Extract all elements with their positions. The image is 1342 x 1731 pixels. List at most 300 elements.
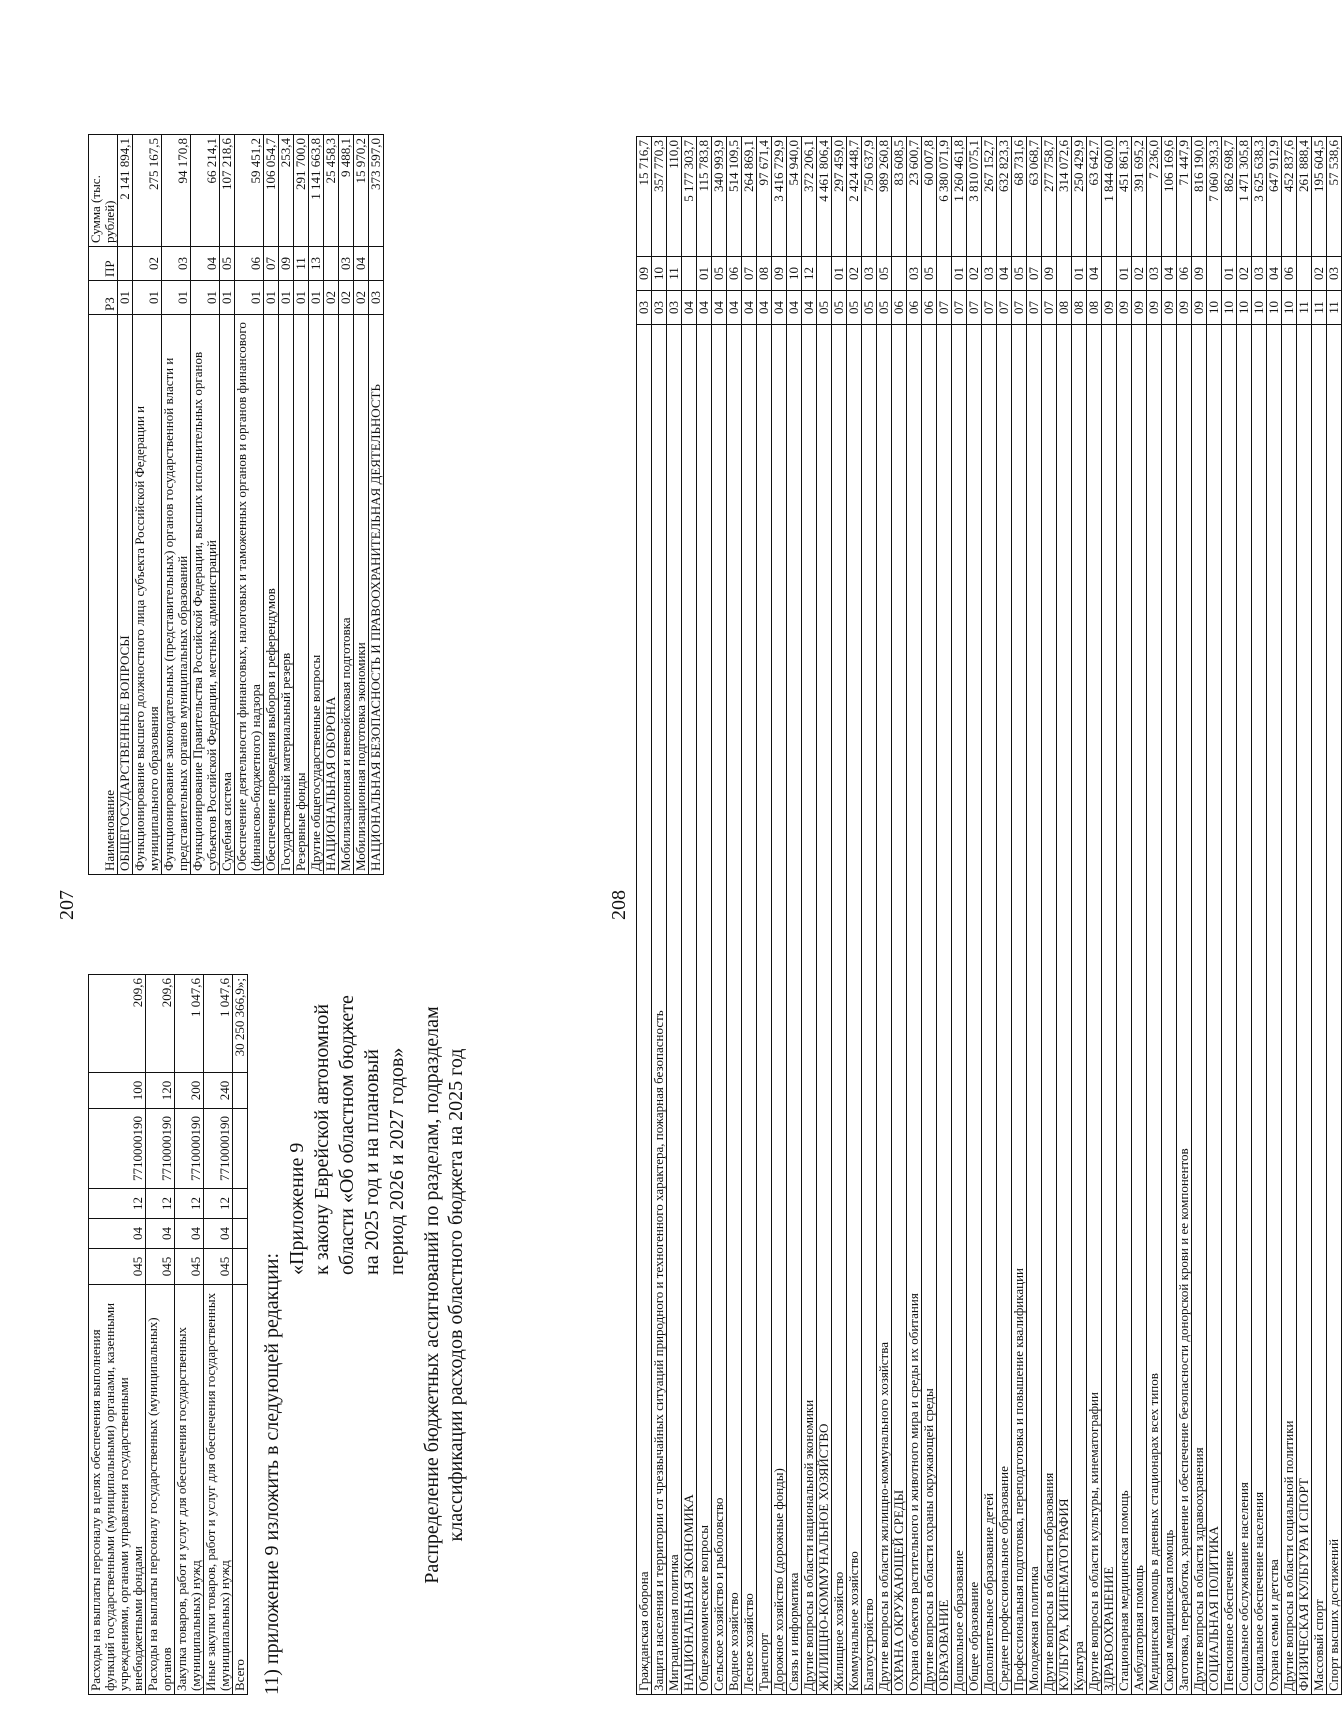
table-row xyxy=(922,137,937,1695)
row-pr xyxy=(937,257,952,291)
row-sum: 3 625 638,3 xyxy=(1252,137,1267,257)
row-sum: 115 783,8 xyxy=(697,137,712,257)
row-pr xyxy=(369,247,384,281)
heading-line: Распределение бюджетных ассигнований по разделам, подразделам xyxy=(421,1006,443,1584)
row-pr: 11 xyxy=(667,257,682,291)
row-pr: 12 xyxy=(89,1189,146,1219)
row-name: Стационарная медицинская помощь xyxy=(1117,325,1132,1695)
row-vr: 200 xyxy=(175,1073,204,1109)
row-sum: 816 190,0 xyxy=(1192,137,1207,257)
row-name: Профессиональная подготовка, переподготовка и повышение квалификации xyxy=(1012,325,1027,1695)
table-row xyxy=(235,135,264,875)
row-rz: 10 xyxy=(1222,291,1237,325)
table-row xyxy=(757,137,772,1695)
row-name: ЖИЛИЩНО-КОММУНАЛЬНОЕ ХОЗЯЙСТВО xyxy=(817,325,832,1695)
row-pr: 07 xyxy=(1027,257,1042,291)
row-name: Общеэкономические вопросы xyxy=(697,325,712,1695)
row-pr xyxy=(1297,257,1312,291)
row-gr: 045 xyxy=(146,1249,175,1285)
table-row xyxy=(1162,137,1177,1695)
row-rz: 03 xyxy=(652,291,667,325)
table-row xyxy=(1087,137,1102,1695)
row-name: Спорт высших достижений xyxy=(1327,325,1342,1695)
row-rz: 04 xyxy=(742,291,757,325)
page-number: 207 xyxy=(56,890,78,920)
table-row xyxy=(982,137,997,1695)
table-row xyxy=(712,137,727,1695)
row-rz: 01 xyxy=(279,281,294,315)
row-pr: 07 xyxy=(742,257,757,291)
row-sum: 373 597,0 xyxy=(369,135,384,247)
table-row xyxy=(997,137,1012,1695)
row-pr: 05 xyxy=(1012,257,1027,291)
row-gr xyxy=(233,1249,248,1285)
row-rz: 07 xyxy=(1027,291,1042,325)
row-name: Закупка товаров, работ и услуг для обеспечения государственных (муниципальных) нужд xyxy=(175,1285,204,1695)
row-name: Охрана семьи и детства xyxy=(1267,325,1282,1695)
row-sum: 97 671,4 xyxy=(757,137,772,257)
row-pr: 03 xyxy=(339,247,354,281)
row-pr: 08 xyxy=(757,257,772,291)
row-pr: 03 xyxy=(1252,257,1267,291)
annex-line: к закону Еврейской автономной xyxy=(311,1003,333,1275)
row-rz: 09 xyxy=(1147,291,1162,325)
table-row xyxy=(1057,137,1072,1695)
row-sum: 1 141 663,8 xyxy=(309,135,324,247)
row-sum: 107 218,6 xyxy=(220,135,235,247)
row-pr xyxy=(682,257,697,291)
row-rz: 04 xyxy=(175,1219,204,1249)
header-pr: ПР xyxy=(89,247,118,281)
row-rz: 03 xyxy=(667,291,682,325)
row-pr: 03 xyxy=(982,257,997,291)
row-sum: 63 642,7 xyxy=(1087,137,1102,257)
row-sum: 195 604,5 xyxy=(1312,137,1327,257)
row-sum: 83 608,5 xyxy=(892,137,907,257)
row-pr: 03 xyxy=(862,257,877,291)
row-pr: 06 xyxy=(727,257,742,291)
table-row xyxy=(907,137,922,1695)
row-name: Обеспечение деятельности финансовых, налоговых и таможенных органов и органов финансового (финансово-бюджетного) надзора xyxy=(235,315,264,875)
table-row xyxy=(832,137,847,1695)
row-rz: 03 xyxy=(369,281,384,315)
row-rz: 07 xyxy=(937,291,952,325)
row-name: Связь и информатика xyxy=(787,325,802,1695)
row-name: Другие вопросы в области культуры, кинематографии xyxy=(1087,325,1102,1695)
row-sum: 30 250 366,9»; xyxy=(233,975,248,1073)
table-row xyxy=(742,137,757,1695)
row-rz: 07 xyxy=(982,291,997,325)
row-sum: 514 109,5 xyxy=(727,137,742,257)
row-sum: 277 758,7 xyxy=(1042,137,1057,257)
row-sum: 2 424 448,7 xyxy=(847,137,862,257)
row-pr: 09 xyxy=(279,247,294,281)
row-sum: 275 167,5 xyxy=(133,135,162,247)
row-rz: 11 xyxy=(1327,291,1342,325)
row-rz: 04 xyxy=(757,291,772,325)
table-row xyxy=(802,137,817,1695)
row-vr: 120 xyxy=(146,1073,175,1109)
table-row xyxy=(1327,137,1342,1695)
continuation-table xyxy=(88,974,248,1695)
row-sum: 2 141 894,1 xyxy=(118,135,133,247)
row-name: Другие вопросы в области социальной политики xyxy=(1282,325,1297,1695)
row-sum: 106 054,7 xyxy=(264,135,279,247)
table-row xyxy=(727,137,742,1695)
row-name: СОЦИАЛЬНАЯ ПОЛИТИКА xyxy=(1207,325,1222,1695)
row-sum: 314 072,6 xyxy=(1057,137,1072,257)
row-pr: 01 xyxy=(1117,257,1132,291)
table-row xyxy=(697,137,712,1695)
row-rz: 01 xyxy=(220,281,235,315)
row-pr xyxy=(1102,257,1117,291)
row-sum: 750 637,9 xyxy=(862,137,877,257)
table-row xyxy=(220,135,235,875)
row-name: Обеспечение проведения выборов и референдумов xyxy=(264,315,279,875)
row-sum: 253,4 xyxy=(279,135,294,247)
row-pr: 06 xyxy=(1282,257,1297,291)
row-sum: 63 068,7 xyxy=(1027,137,1042,257)
row-rz: 04 xyxy=(727,291,742,325)
row-pr: 06 xyxy=(1177,257,1192,291)
row-name: Государственный материальный резерв xyxy=(279,315,294,875)
row-pr xyxy=(1207,257,1222,291)
row-pr xyxy=(233,1189,248,1219)
row-rz: 05 xyxy=(832,291,847,325)
row-name: Жилищное хозяйство xyxy=(832,325,847,1695)
row-sum: 391 695,2 xyxy=(1132,137,1147,257)
row-name: Функционирование Правительства Российской Федерации, высших исполнительных органов субъектов Российской Федерации, местных администраций xyxy=(191,315,220,875)
row-sum: 340 993,9 xyxy=(712,137,727,257)
row-pr: 02 xyxy=(967,257,982,291)
row-pr: 02 xyxy=(1132,257,1147,291)
row-rz: 07 xyxy=(1012,291,1027,325)
row-name: Социальное обеспечение населения xyxy=(1252,325,1267,1695)
row-name: Молодежная политика xyxy=(1027,325,1042,1695)
row-pr: 06 xyxy=(235,247,264,281)
table-row xyxy=(1237,137,1252,1695)
row-sum: 60 007,8 xyxy=(922,137,937,257)
table-row xyxy=(162,135,191,875)
row-name: НАЦИОНАЛЬНАЯ ОБОРОНА xyxy=(324,315,339,875)
table-row xyxy=(817,137,832,1695)
row-pr: 11 xyxy=(294,247,309,281)
row-cs: 7710000190 xyxy=(204,1109,233,1189)
row-rz xyxy=(233,1219,248,1249)
row-name: Водное хозяйство xyxy=(727,325,742,1695)
row-sum: 1 047,6 xyxy=(175,975,204,1073)
amendment-line: 11) приложение 9 изложить в следующей редакции: xyxy=(261,1252,283,1695)
row-sum: 68 731,6 xyxy=(1012,137,1027,257)
row-pr: 04 xyxy=(1267,257,1282,291)
row-pr: 04 xyxy=(1087,257,1102,291)
row-pr: 05 xyxy=(877,257,892,291)
row-pr: 02 xyxy=(1237,257,1252,291)
row-rz: 04 xyxy=(682,291,697,325)
row-sum: 3 810 075,1 xyxy=(967,137,982,257)
row-sum: 3 416 729,9 xyxy=(772,137,787,257)
row-name: Благоустройство xyxy=(862,325,877,1695)
row-name: Амбулаторная помощь xyxy=(1132,325,1147,1695)
row-pr: 04 xyxy=(354,247,369,281)
row-name: Массовый спорт xyxy=(1312,325,1327,1695)
row-rz: 09 xyxy=(1192,291,1207,325)
row-rz: 09 xyxy=(1102,291,1117,325)
row-sum: 5 177 303,7 xyxy=(682,137,697,257)
row-name: НАЦИОНАЛЬНАЯ БЕЗОПАСНОСТЬ И ПРАВООХРАНИТЕЛЬНАЯ ДЕЯТЕЛЬНОСТЬ xyxy=(369,315,384,875)
table-row xyxy=(937,137,952,1695)
table-row xyxy=(1312,137,1327,1695)
row-rz: 01 xyxy=(309,281,324,315)
heading-line: классификации расходов областного бюджета на 2025 год xyxy=(445,1048,467,1542)
row-pr: 07 xyxy=(264,247,279,281)
row-sum: 25 458,3 xyxy=(324,135,339,247)
row-sum: 291 700,0 xyxy=(294,135,309,247)
table-row xyxy=(1177,137,1192,1695)
table-row xyxy=(772,137,787,1695)
row-rz: 05 xyxy=(862,291,877,325)
table-row xyxy=(133,135,162,875)
row-rz: 09 xyxy=(1132,291,1147,325)
row-name: НАЦИОНАЛЬНАЯ ЭКОНОМИКА xyxy=(682,325,697,1695)
row-rz: 09 xyxy=(1117,291,1132,325)
row-name: ОБРАЗОВАНИЕ xyxy=(937,325,952,1695)
row-name: Среднее профессиональное образование xyxy=(997,325,1012,1695)
row-sum: 1 471 305,8 xyxy=(1237,137,1252,257)
row-rz: 10 xyxy=(1282,291,1297,325)
row-name: Культура xyxy=(1072,325,1087,1695)
row-name: Другие вопросы в области образования xyxy=(1042,325,1057,1695)
row-sum: 110,0 xyxy=(667,137,682,257)
row-pr: 02 xyxy=(1312,257,1327,291)
table-header-row xyxy=(89,135,118,875)
table-row xyxy=(324,135,339,875)
row-name: Лесное хозяйство xyxy=(742,325,757,1695)
table-row xyxy=(339,135,354,875)
row-rz: 05 xyxy=(877,291,892,325)
table-row xyxy=(279,135,294,875)
row-pr: 03 xyxy=(907,257,922,291)
row-pr: 01 xyxy=(1222,257,1237,291)
table-row xyxy=(1222,137,1237,1695)
row-name: Другие вопросы в области жилищно-коммунального хозяйства xyxy=(877,325,892,1695)
row-name: Функционирование законодательных (представительных) органов государственной власти и представительных органов муниципальных образований xyxy=(162,315,191,875)
table-row xyxy=(877,137,892,1695)
row-rz: 11 xyxy=(1297,291,1312,325)
table-row xyxy=(667,137,682,1695)
row-rz: 10 xyxy=(1207,291,1222,325)
row-name: Другие вопросы в области национальной экономики xyxy=(802,325,817,1695)
row-sum: 106 169,6 xyxy=(1162,137,1177,257)
row-sum: 1 844 600,0 xyxy=(1102,137,1117,257)
row-gr: 045 xyxy=(175,1249,204,1285)
table-row xyxy=(952,137,967,1695)
row-rz: 06 xyxy=(922,291,937,325)
row-cs: 7710000190 xyxy=(89,1109,146,1189)
row-sum: 267 152,7 xyxy=(982,137,997,257)
row-sum: 647 912,9 xyxy=(1267,137,1282,257)
row-pr: 13 xyxy=(309,247,324,281)
row-rz: 02 xyxy=(354,281,369,315)
row-rz: 06 xyxy=(892,291,907,325)
row-rz: 04 xyxy=(697,291,712,325)
row-rz: 03 xyxy=(637,291,652,325)
table-row xyxy=(1012,137,1027,1695)
row-rz: 10 xyxy=(1237,291,1252,325)
row-name: Коммунальное хозяйство xyxy=(847,325,862,1695)
distribution-table-part1 xyxy=(88,134,384,875)
row-cs: 7710000190 xyxy=(175,1109,204,1189)
row-sum: 66 214,1 xyxy=(191,135,220,247)
table-row xyxy=(847,137,862,1695)
row-rz: 09 xyxy=(1177,291,1192,325)
distribution-table-part2 xyxy=(636,136,1342,1695)
row-rz: 06 xyxy=(907,291,922,325)
row-sum: 297 459,0 xyxy=(832,137,847,257)
row-name: Гражданская оборона xyxy=(637,325,652,1695)
row-pr: 12 xyxy=(204,1189,233,1219)
row-sum: 989 260,8 xyxy=(877,137,892,257)
table-row xyxy=(652,137,667,1695)
row-rz: 07 xyxy=(997,291,1012,325)
row-pr: 12 xyxy=(146,1189,175,1219)
row-sum: 9 488,1 xyxy=(339,135,354,247)
page-207 xyxy=(48,95,548,1715)
row-name: Дополнительное образование детей xyxy=(982,325,997,1695)
row-sum: 71 447,9 xyxy=(1177,137,1192,257)
row-rz: 01 xyxy=(294,281,309,315)
row-pr: 09 xyxy=(1042,257,1057,291)
row-sum: 7 060 393,3 xyxy=(1207,137,1222,257)
row-name: ФИЗИЧЕСКАЯ КУЛЬТУРА И СПОРТ xyxy=(1297,325,1312,1695)
row-pr: 01 xyxy=(952,257,967,291)
row-name: Общее образование xyxy=(967,325,982,1695)
row-pr: 02 xyxy=(847,257,862,291)
table-row xyxy=(1072,137,1087,1695)
row-rz: 08 xyxy=(1072,291,1087,325)
annex-line: области «Об областном бюджете xyxy=(336,995,358,1275)
table-row xyxy=(682,137,697,1695)
row-name: Дорожное хозяйство (дорожные фонды) xyxy=(772,325,787,1695)
table-row xyxy=(787,137,802,1695)
table-row xyxy=(146,975,175,1695)
table-row xyxy=(204,975,233,1695)
row-pr: 04 xyxy=(191,247,220,281)
row-pr: 03 xyxy=(162,247,191,281)
row-rz: 07 xyxy=(952,291,967,325)
header-rz: РЗ xyxy=(89,281,118,315)
annex-caption xyxy=(285,895,410,1275)
row-name: Иные закупки товаров, работ и услуг для обеспечения государственных (муниципальных) нужд xyxy=(204,1285,233,1695)
row-name: Резервные фонды xyxy=(294,315,309,875)
annex-line: период 2026 и 2027 годов» xyxy=(386,1047,408,1275)
row-sum: 54 940,0 xyxy=(787,137,802,257)
row-pr: 10 xyxy=(652,257,667,291)
row-pr xyxy=(118,247,133,281)
row-name: Социальное обслуживание населения xyxy=(1237,325,1252,1695)
table-row xyxy=(309,135,324,875)
row-sum: 4 461 806,4 xyxy=(817,137,832,257)
row-name: Всего xyxy=(233,1285,248,1695)
table-row xyxy=(369,135,384,875)
row-sum: 57 538,6 xyxy=(1327,137,1342,257)
row-rz: 10 xyxy=(1267,291,1282,325)
row-rz: 08 xyxy=(1087,291,1102,325)
row-gr: 045 xyxy=(89,1249,146,1285)
row-sum: 632 823,3 xyxy=(997,137,1012,257)
row-rz: 04 xyxy=(89,1219,146,1249)
table-row xyxy=(1102,137,1117,1695)
row-rz: 01 xyxy=(162,281,191,315)
row-pr: 01 xyxy=(832,257,847,291)
row-rz: 07 xyxy=(1042,291,1057,325)
row-name: Другие общегосударственные вопросы xyxy=(309,315,324,875)
row-name: ОХРАНА ОКРУЖАЮЩЕЙ СРЕДЫ xyxy=(892,325,907,1695)
table-row xyxy=(191,135,220,875)
row-sum: 264 869,1 xyxy=(742,137,757,257)
row-rz: 01 xyxy=(191,281,220,315)
row-name: Пенсионное обеспечение xyxy=(1222,325,1237,1695)
row-name: Скорая медицинская помощь xyxy=(1162,325,1177,1695)
row-pr: 01 xyxy=(697,257,712,291)
row-name: Другие вопросы в области здравоохранения xyxy=(1192,325,1207,1695)
row-rz: 08 xyxy=(1057,291,1072,325)
row-pr: 03 xyxy=(1327,257,1342,291)
page-number: 208 xyxy=(608,890,630,920)
amendment-intro xyxy=(260,895,410,1695)
row-pr: 03 xyxy=(1147,257,1162,291)
header-name: Наименование xyxy=(89,315,118,875)
table-row xyxy=(1207,137,1222,1695)
table-row xyxy=(862,137,877,1695)
row-sum: 372 206,1 xyxy=(802,137,817,257)
row-name: Сельское хозяйство и рыболовство xyxy=(712,325,727,1695)
row-name: ЗДРАВООХРАНЕНИЕ xyxy=(1102,325,1117,1695)
row-pr: 09 xyxy=(637,257,652,291)
row-sum: 250 429,9 xyxy=(1072,137,1087,257)
row-sum: 451 861,3 xyxy=(1117,137,1132,257)
row-pr xyxy=(892,257,907,291)
row-name: Расходы на выплаты персоналу в целях обеспечения выполнения функций государственными (муниципальными) органами, казенными учреждениями, органами управления государственными внебюджетными фондами xyxy=(89,1285,146,1695)
row-sum: 209,6 xyxy=(146,975,175,1073)
table-row xyxy=(892,137,907,1695)
table-row xyxy=(89,975,146,1695)
table-row xyxy=(1117,137,1132,1695)
row-pr xyxy=(1057,257,1072,291)
row-rz: 01 xyxy=(235,281,264,315)
table-row xyxy=(637,137,652,1695)
row-name: ОБЩЕГОСУДАРСТВЕННЫЕ ВОПРОСЫ xyxy=(118,315,133,875)
row-pr: 05 xyxy=(922,257,937,291)
row-name: Другие вопросы в области охраны окружающей среды xyxy=(922,325,937,1695)
table-row xyxy=(264,135,279,875)
row-pr: 09 xyxy=(1192,257,1207,291)
row-pr: 12 xyxy=(802,257,817,291)
row-sum: 15 970,2 xyxy=(354,135,369,247)
annex-line: «Приложение 9 xyxy=(286,1142,308,1275)
row-sum: 94 170,8 xyxy=(162,135,191,247)
row-rz: 04 xyxy=(787,291,802,325)
row-pr: 09 xyxy=(772,257,787,291)
row-sum: 15 716,7 xyxy=(637,137,652,257)
row-name: Медицинская помощь в дневных стационарах всех типов xyxy=(1147,325,1162,1695)
row-rz: 01 xyxy=(118,281,133,315)
page-208 xyxy=(600,95,1341,1715)
row-pr: 05 xyxy=(712,257,727,291)
table-row xyxy=(175,975,204,1695)
row-rz: 02 xyxy=(339,281,354,315)
row-name: Защита населения и территории от чрезвычайных ситуаций природного и техногенного характера, пожарная безопасность xyxy=(652,325,667,1695)
